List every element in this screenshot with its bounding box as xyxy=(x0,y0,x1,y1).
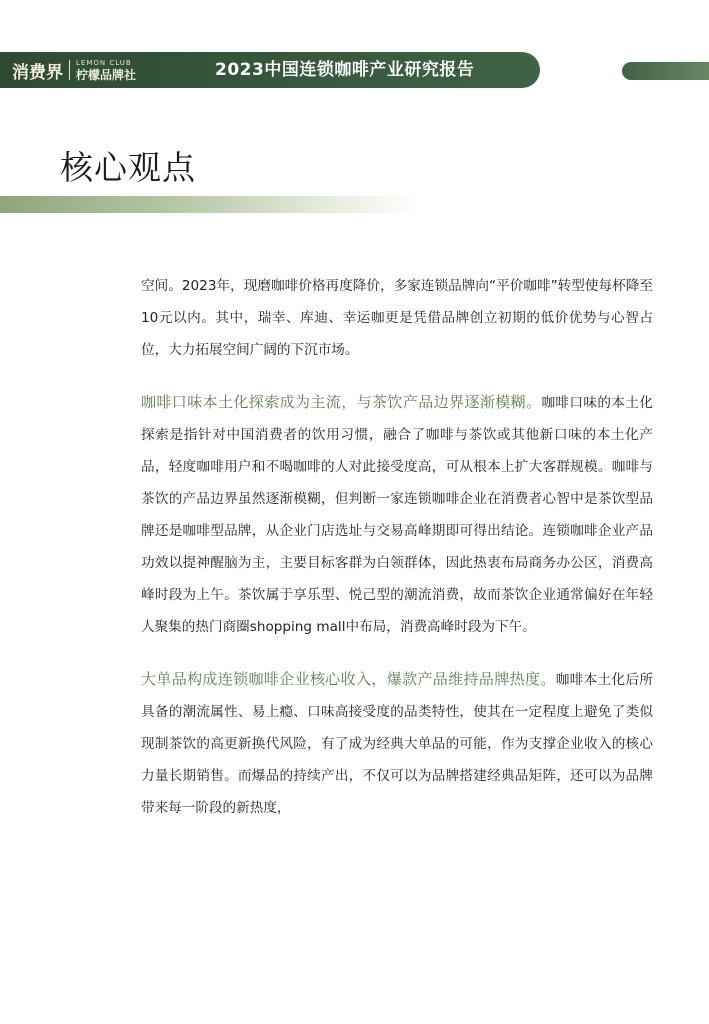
brand-logo-group xyxy=(12,58,136,82)
paragraph-2 xyxy=(141,386,653,643)
paragraph-lead-heading: 大单品构成连锁咖啡企业核心收入，爆款产品维持品牌热度。 xyxy=(141,670,556,688)
paragraph-text: 咖啡口味的本土化探索是指针对中国消费者的饮用习惯，融合了咖啡与茶饮或其他新口味的本土化产品，轻度咖啡用户和不喝咖啡的人对此接受度高，可从根本上扩大客群规模。咖啡与茶饮的产品边界虽然逐渐模糊，但判断一家连锁咖啡企业在消费者心智中是茶饮型品牌还是咖啡型品牌，从企业门店选址与交易高峰期即可得出结论。连锁咖啡企业产品功效以提神醒脑为主，主要目标客群为白领群体，因此热衷布局商务办公区，消费高峰时段为上午。茶饮属于享乐型、悦己型的潮流消费，故而茶饮企业通常偏好在年轻人聚集的热门商圈shopping mall中布局，消费高峰时段为下午。 xyxy=(141,395,653,635)
brand-name-cn: 柠檬品牌社 xyxy=(76,67,137,82)
page-title: 核心观点 xyxy=(60,148,196,187)
brand-name-en: LEMON CLUB xyxy=(76,58,132,67)
paragraph-1 xyxy=(141,270,653,366)
paragraph-spacer xyxy=(141,643,653,663)
paragraph-3 xyxy=(141,663,653,824)
body-content xyxy=(141,270,653,824)
report-title: 2023中国连锁咖啡产业研究报告 xyxy=(215,60,475,80)
paragraph-text: 空间。2023年，现磨咖啡价格再度降价，多家连锁品牌向“平价咖啡”转型使每杯降至10元以内。其中，瑞幸、库迪、幸运咖更是凭借品牌创立初期的低价优势与心智占位，大力拓展空间广阔的下沉市场。 xyxy=(141,278,653,358)
paragraph-lead-heading: 咖啡口味本土化探索成为主流，与茶饮产品边界逐渐模糊。 xyxy=(141,393,542,411)
brand-text xyxy=(76,60,136,81)
paragraph-text: 咖啡本土化后所具备的潮流属性、易上瘾、口味高接受度的品类特性，使其在一定程度上避免了类似现制茶饮的高更新换代风险，有了成为经典大单品的可能，作为支撑企业收入的核心力量长期销售。而爆品的持续产出，不仅可以为品牌搭建经典品矩阵，还可以为品牌带来每一阶段的新热度， xyxy=(141,672,653,816)
header-decoration-pill xyxy=(622,62,709,80)
brand-divider xyxy=(69,60,70,80)
brand-logo: 消费界 xyxy=(12,62,63,83)
title-gradient-rule xyxy=(0,196,420,213)
paragraph-spacer xyxy=(141,366,653,386)
